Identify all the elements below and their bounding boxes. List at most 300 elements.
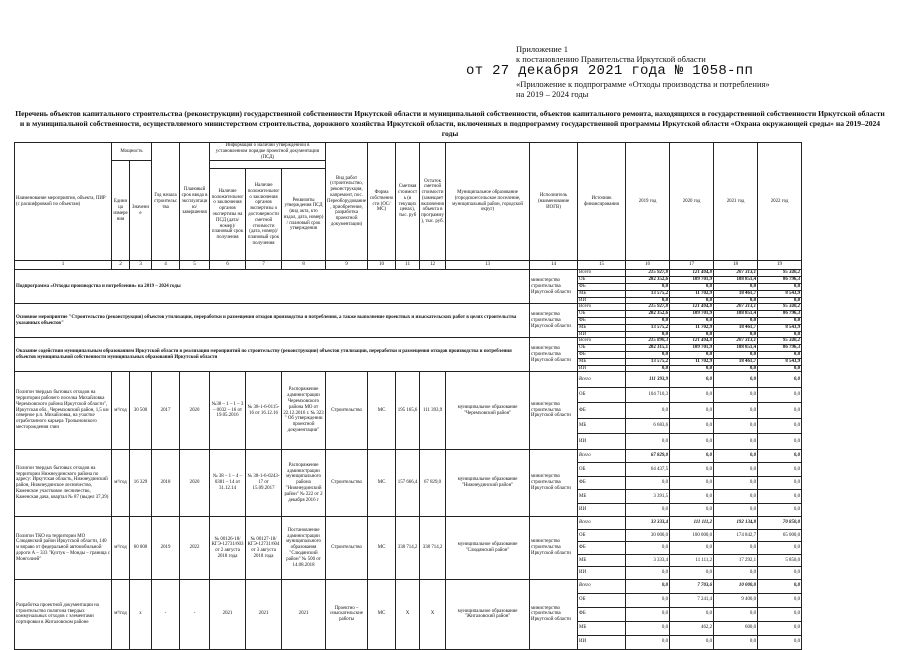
object-start: 2017 (152, 372, 180, 450)
amount-cell: 11 702,9 (670, 290, 714, 297)
object-start: - (152, 579, 180, 649)
table-row (15, 517, 900, 530)
amount-cell: 0,0 (758, 593, 802, 607)
table-cell (802, 351, 900, 358)
object-form: МС (368, 449, 396, 517)
column-number: 18 (714, 261, 758, 270)
table-cell (802, 317, 900, 324)
amount-cell: 0,0 (758, 365, 802, 372)
amount-cell: 0,0 (758, 607, 802, 621)
amount-cell: 0,0 (626, 579, 670, 593)
col-header: Муниципальное образование (городское/сельское поселение, муниципальный район, городской округ) (446, 143, 530, 261)
amount-cell: 0,0 (670, 542, 714, 555)
column-number: 9 (326, 261, 368, 270)
executor-cell: министерство строительства Иркутской области (530, 304, 578, 338)
amount-cell: 86 796,3 (758, 311, 802, 318)
amount-cell: 0,0 (626, 434, 670, 450)
object-cost: Х (396, 579, 420, 649)
table-cell (802, 567, 900, 580)
object-start: 2018 (152, 449, 180, 517)
object-exp: 2021 (210, 579, 246, 649)
column-number: 19 (758, 261, 802, 270)
funding-source: МБ (578, 324, 626, 331)
table-cell (802, 449, 900, 463)
amount-cell: 0,0 (758, 490, 802, 504)
amount-cell: 0,0 (714, 283, 758, 290)
amount-cell: 95 340,2 (758, 270, 802, 277)
table-cell (802, 554, 900, 567)
amount-cell: 8 543,9 (758, 290, 802, 297)
amount-cell: 0,0 (626, 331, 670, 338)
table-cell (802, 503, 900, 517)
amount-cell: 600,0 (714, 621, 758, 635)
table-cell (802, 593, 900, 607)
col-header: Исполнитель (наименование ИОГВ) (530, 143, 578, 261)
col-header: Реквизиты утверждения ПСД (вид акта, кто издал, дата, номер) / плановый срок утверждения (282, 169, 326, 261)
funding-source: ИИ (578, 434, 626, 450)
funding-source: ФБ (578, 351, 626, 358)
funding-source: Всего (578, 372, 626, 388)
amount-cell: 0,0 (670, 351, 714, 358)
col-header: Наличие положительного заключения органов экспертизы на ПСД (дата/номер)/ плановый срок получения (210, 169, 246, 261)
table-cell (802, 372, 900, 388)
funding-source: МБ (578, 418, 626, 434)
funding-source: ОБ (578, 529, 626, 542)
amount-cell: 0,0 (670, 403, 714, 419)
col-header: 2021 год (714, 143, 758, 261)
amount-cell: 0,0 (758, 476, 802, 490)
col-header: Остаток сметной стоимости (замещает включения объекта в программу), тыс. руб. (420, 143, 446, 261)
amount-cell: 11 111,2 (670, 554, 714, 567)
appendix-line: на 2019 – 2024 годы (516, 89, 896, 99)
amount-cell: 0,0 (758, 579, 802, 593)
amount-cell: 0,0 (758, 449, 802, 463)
amount-cell: 0,0 (670, 490, 714, 504)
amount-cell: 462,2 (670, 621, 714, 635)
object-approval: Постановление администрации муниципального образования "Слюдянский район" № 500 от 14.08.2018 (282, 517, 326, 580)
funding-source: ОБ (578, 345, 626, 352)
amount-cell: 0,0 (670, 418, 714, 434)
col-header: 2020 год (670, 143, 714, 261)
amount-cell: 192 134,8 (714, 517, 758, 530)
amount-cell: 10 000,0 (714, 579, 758, 593)
amount-cell: 13 575,2 (626, 324, 670, 331)
object-rest: 111 393,9 (420, 372, 446, 450)
object-cost-exp: 2021 (246, 579, 282, 649)
object-cost-exp: № 00127-18/КГЭ-12731/604 от 3 августа 2018 года (246, 517, 282, 580)
amount-cell: 111 393,9 (626, 372, 670, 388)
object-value: 30 500 (130, 372, 152, 450)
table-cell (802, 283, 900, 290)
table-row (15, 304, 900, 311)
funding-source: Всего (578, 270, 626, 277)
table-cell (802, 621, 900, 635)
amount-cell: 207 313,1 (714, 270, 758, 277)
section-title: Подпрограмма «Отходы производства и потребления» на 2019 – 2024 годы (15, 270, 530, 304)
amount-cell: 0,0 (626, 476, 670, 490)
column-number: 15 (578, 261, 626, 270)
amount-cell: 0,0 (714, 607, 758, 621)
amount-cell: 0,0 (626, 283, 670, 290)
object-unit: м³/год (112, 517, 130, 580)
funding-source: МБ (578, 358, 626, 365)
column-number: 10 (368, 261, 396, 270)
funding-source: ФБ (578, 283, 626, 290)
amount-cell: 0,0 (626, 542, 670, 555)
amount-cell: 5 850,0 (758, 554, 802, 567)
section-title: Оказание содействия муниципальным образованиям Иркутской области в реализации мероприятий по строительству (реконструкции) объектов утилизации, переработки и размещения отходов производства и потребления объектов муниципальной собственности муниципальных образований Иркутской области (15, 338, 530, 372)
amount-cell: 0,0 (626, 567, 670, 580)
object-unit: м³/год (112, 579, 130, 649)
appendix-header (516, 44, 896, 99)
funding-source: ОБ (578, 593, 626, 607)
amount-cell: 0,0 (714, 542, 758, 555)
amount-cell: 3 333,4 (626, 554, 670, 567)
object-rest: Х (420, 579, 446, 649)
table-body (15, 143, 900, 650)
table-cell (802, 607, 900, 621)
col-header: 2022 год (758, 143, 802, 261)
column-number: 1 (15, 261, 112, 270)
amount-cell: 7 703,6 (670, 579, 714, 593)
amount-cell: 0,0 (626, 593, 670, 607)
amount-cell: 6 683,6 (626, 418, 670, 434)
funding-source: ОБ (578, 463, 626, 477)
amount-cell: 121 404,8 (670, 270, 714, 277)
column-number: 13 (446, 261, 530, 270)
object-end: 2022 (180, 517, 210, 580)
table-cell (802, 490, 900, 504)
funding-source: ОБ (578, 277, 626, 284)
appendix-line: Приложение 1 (516, 44, 896, 54)
table-cell (802, 290, 900, 297)
table-cell (802, 331, 900, 338)
table-cell (802, 270, 900, 277)
column-number: 8 (282, 261, 326, 270)
col-header: Форма собственности (ОС/МС) (368, 143, 396, 261)
funding-source: ИИ (578, 567, 626, 580)
funding-source: Всего (578, 449, 626, 463)
col-header: Плановый срок ввода в эксплуатацию/завершения (180, 143, 210, 261)
decree-date-line: от 27 декабря 2021 года № 1058-пп (466, 64, 896, 79)
amount-cell: 18 461,7 (714, 358, 758, 365)
amount-cell: 13 575,2 (626, 358, 670, 365)
amount-cell: 0,0 (758, 621, 802, 635)
object-end: 2020 (180, 449, 210, 517)
amount-cell: 7 241,4 (670, 593, 714, 607)
table-cell (802, 529, 900, 542)
amount-cell: 13 575,2 (626, 290, 670, 297)
amount-cell: 0,0 (670, 434, 714, 450)
amount-cell: 202 352,6 (626, 277, 670, 284)
col-header: Мощность (112, 143, 152, 161)
column-number: 16 (626, 261, 670, 270)
funding-source: ФБ (578, 476, 626, 490)
table-cell (802, 297, 900, 304)
object-name: Полигон твердых бытовых отходов на территории рабочего поселка Михайловка Черемховского района Иркутской области", Иркутская обл., Черемховский район, 1,5 км северное р.п. Михайловка, на участке отработанного карьера Тропыновского месторождения глин (15, 372, 112, 450)
amount-cell: 0,0 (626, 621, 670, 635)
col-header: Сметная стоимость (в текущих ценах), тыс. руб (396, 143, 420, 261)
object-form: МС (368, 372, 396, 450)
col-header: 2019 год (626, 143, 670, 261)
funding-source: ИИ (578, 331, 626, 338)
funding-source: Всего (578, 304, 626, 311)
funding-source: ФБ (578, 403, 626, 419)
amount-cell: 0,0 (714, 567, 758, 580)
funding-source: ИИ (578, 503, 626, 517)
column-number: 6 (210, 261, 246, 270)
object-value: х (130, 579, 152, 649)
amount-cell: 207 313,1 (714, 338, 758, 345)
amount-cell: 0,0 (670, 372, 714, 388)
amount-cell: 0,0 (670, 387, 714, 403)
funding-source: МБ (578, 290, 626, 297)
object-form: МС (368, 579, 396, 649)
amount-cell: 0,0 (626, 635, 670, 649)
funding-source: ОБ (578, 387, 626, 403)
table-cell (802, 463, 900, 477)
amount-cell: 0,0 (670, 635, 714, 649)
amount-cell: 11 702,9 (670, 324, 714, 331)
amount-cell: 0,0 (758, 635, 802, 649)
amount-cell: 0,0 (758, 567, 802, 580)
object-mo: муниципальное образование "Слюдянский район" (446, 517, 530, 580)
col-header: Информация о наличии утвержденной в установленном порядке проектной документации (ПСД) (210, 143, 326, 161)
col-header: Значение (130, 161, 152, 261)
object-work: Проектно – изыскательские работы (326, 579, 368, 649)
funding-source: ФБ (578, 607, 626, 621)
document-title: Перечень объектов капитального строительства (реконструкции) государственной собственности Иркутской области и муниципальной собственности, объектов капитального ремонта, находящихся в государственной собственности Иркутской области и в муниципальной собственности, осуществляемого министерством строительства, дорожного хозяйства Иркутской области, включенных в подпрограмму государственной программы Иркутской области «Охрана окружающей среды» на 2019–2024 годы (14, 109, 886, 139)
amount-cell: 33 333,4 (626, 517, 670, 530)
amount-cell: 0,0 (670, 607, 714, 621)
amount-cell: 0,0 (758, 317, 802, 324)
amount-cell: 70 850,0 (758, 517, 802, 530)
amount-cell: 11 702,9 (670, 358, 714, 365)
funding-source: МБ (578, 554, 626, 567)
amount-cell: 65 000,0 (758, 529, 802, 542)
amount-cell: 0,0 (758, 387, 802, 403)
object-cost-exp: № 38-1-6-0115-16 от 16.12.16 (246, 372, 282, 450)
col-header: Год начала строительства (152, 143, 180, 261)
amount-cell: 188 851,4 (714, 277, 758, 284)
table-row (15, 338, 900, 345)
amount-cell: 0,0 (670, 449, 714, 463)
funding-source: Всего (578, 338, 626, 345)
amount-cell: 0,0 (670, 317, 714, 324)
amount-cell: 0,0 (714, 449, 758, 463)
amount-cell: 0,0 (670, 503, 714, 517)
amount-cell: 95 340,2 (758, 304, 802, 311)
amount-cell: 9 400,0 (714, 593, 758, 607)
amount-cell: 0,0 (670, 476, 714, 490)
col-header: Вид работ (строительство, реконструкция, капремонт, пос. Переоборудование, приобретение, разработка проектной документации) (326, 143, 368, 261)
object-mo: муниципальное образование "Черемховский район" (446, 372, 530, 450)
amount-cell: 0,0 (670, 283, 714, 290)
object-cost-exp: № 38-1-6-0243-17 от 15.09.2017 (246, 449, 282, 517)
amount-cell: 0,0 (626, 297, 670, 304)
amount-cell: 109 701,9 (670, 277, 714, 284)
amount-cell: 0,0 (626, 365, 670, 372)
object-mo: муниципальное образование "Жигаловский район" (446, 579, 530, 649)
amount-cell: 0,0 (758, 403, 802, 419)
amount-cell: 0,0 (714, 490, 758, 504)
amount-cell: 17 292,1 (714, 554, 758, 567)
object-start: 2019 (152, 517, 180, 580)
object-approval: Распоряжение администрации Черемховского района МО от 22.12.2016 г. № 323 " Об утверждении проектной документации" (282, 372, 326, 450)
executor-cell: министерство строительства Иркутской области (530, 372, 578, 450)
amount-cell: 121 404,8 (670, 304, 714, 311)
object-exp: № 00126-18/КГЭ-12731/603 от 2 августа 2018 года (210, 517, 246, 580)
amount-cell: 18 461,7 (714, 324, 758, 331)
section-title: Основное мероприятие "Строительство (реконструкция) объектов утилизации, переработки и размещения отходов производства и потребления, а также выполнение проектных и изыскательских работ в целях строительства указанных объектов" (15, 304, 530, 338)
amount-cell: 0,0 (714, 317, 758, 324)
amount-cell: 104 710,3 (626, 387, 670, 403)
object-work: Строительство (326, 372, 368, 450)
object-name: Полигон ТКО на территории МО Слюдянский район Иркутской области, 140 м вправо от федеральной автомобильной дороги А – 333 "Култук – Монды – граница с Монголией" (15, 517, 112, 580)
amount-cell: 0,0 (758, 463, 802, 477)
executor-cell: министерство строительства Иркутской области (530, 449, 578, 517)
amount-cell: 95 340,2 (758, 338, 802, 345)
table-cell (802, 345, 900, 352)
column-number: 14 (530, 261, 578, 270)
amount-cell: 121 404,8 (670, 338, 714, 345)
amount-cell: 86 796,3 (758, 277, 802, 284)
amount-cell: 3 391,5 (626, 490, 670, 504)
executor-cell: министерство строительства Иркутской области (530, 579, 578, 649)
column-number: 11 (396, 261, 420, 270)
table-cell (802, 517, 900, 530)
amount-cell: 0,0 (714, 372, 758, 388)
object-cost: 195 165,6 (396, 372, 420, 450)
funding-source: ИИ (578, 365, 626, 372)
amount-cell: 174 842,7 (714, 529, 758, 542)
amount-cell: 0,0 (758, 434, 802, 450)
amount-cell: 188 851,4 (714, 311, 758, 318)
object-name: Разработка проектной документации на строительство полигона твердых коммунальных отходов с элементами сортировки в Жигаловском районе (15, 579, 112, 649)
amount-cell: 188 851,4 (714, 345, 758, 352)
table-cell (802, 304, 900, 311)
amount-cell: 0,0 (758, 418, 802, 434)
funding-source: ИИ (578, 635, 626, 649)
table-cell (802, 387, 900, 403)
amount-cell: 207 313,1 (714, 304, 758, 311)
object-work: Строительство (326, 449, 368, 517)
amount-cell: 0,0 (714, 297, 758, 304)
appendix-line: «Приложение к подпрограмме «Отходы производства и потребления» (516, 79, 896, 89)
object-rest: 67 829,0 (420, 449, 446, 517)
table-cell (802, 311, 900, 318)
amount-cell: 0,0 (714, 387, 758, 403)
table-cell (802, 542, 900, 555)
amount-cell: 0,0 (626, 351, 670, 358)
column-number: 12 (420, 261, 446, 270)
column-number: 4 (152, 261, 180, 270)
col-header: Наименование мероприятия, объекта, ПИР (с расшифровкой по объектам) (15, 143, 112, 261)
executor-cell: министерство строительства Иркутской области (530, 517, 578, 580)
object-cost: 338 714,2 (396, 517, 420, 580)
amount-cell: 30 000,0 (626, 529, 670, 542)
table-row (15, 579, 900, 593)
amount-cell: 8 543,9 (758, 324, 802, 331)
object-cost: 157 666,4 (396, 449, 420, 517)
object-approval: Распоряжение администрации муниципального района "Нижнеудинский район" № 222 от 2 декабря 2016 г (282, 449, 326, 517)
amount-cell: 0,0 (714, 503, 758, 517)
col-header: Единица измерения (112, 161, 130, 261)
amount-cell: 0,0 (758, 372, 802, 388)
amount-cell: 0,0 (714, 403, 758, 419)
amount-cell: 0,0 (670, 331, 714, 338)
amount-cell: 0,0 (714, 418, 758, 434)
object-work: Строительство (326, 517, 368, 580)
object-exp: № 38 – 1 – 4 – 0381 – 14 от 31.12.14 (210, 449, 246, 517)
object-approval: 2021 (282, 579, 326, 649)
funding-source: ОБ (578, 311, 626, 318)
table-cell (802, 418, 900, 434)
amount-cell: 0,0 (714, 476, 758, 490)
object-value: 60 000 (130, 517, 152, 580)
column-number: 5 (180, 261, 210, 270)
amount-cell: 0,0 (758, 297, 802, 304)
column-number: 7 (246, 261, 282, 270)
amount-cell: 0,0 (758, 351, 802, 358)
table-row (15, 449, 900, 463)
table-cell (802, 434, 900, 450)
amount-cell: 0,0 (626, 403, 670, 419)
amount-cell: 0,0 (670, 567, 714, 580)
amount-cell: 109 701,9 (670, 311, 714, 318)
table-cell (802, 635, 900, 649)
table-cell (802, 338, 900, 345)
amount-cell: 0,0 (714, 365, 758, 372)
funding-source: МБ (578, 621, 626, 635)
amount-cell: 86 796,3 (758, 345, 802, 352)
amount-cell: 215 927,8 (626, 304, 670, 311)
amount-cell: 0,0 (758, 331, 802, 338)
funding-source: ФБ (578, 542, 626, 555)
object-rest: 338 714,2 (420, 517, 446, 580)
object-form: МС (368, 517, 396, 580)
column-number: 3 (130, 261, 152, 270)
table-cell (802, 261, 900, 270)
amount-cell: 0,0 (758, 503, 802, 517)
object-exp: №38 – 1 – 1 – 3 – 0032 – 16 от 19.05.2016 (210, 372, 246, 450)
amount-cell: 0,0 (626, 503, 670, 517)
amount-cell: 0,0 (758, 283, 802, 290)
amount-cell: 100 000,0 (670, 529, 714, 542)
amount-cell: 8 543,9 (758, 358, 802, 365)
table-cell (802, 365, 900, 372)
objects-table (14, 142, 900, 650)
table-cell (802, 476, 900, 490)
col-header: Наличие положительного заключения органов экспертизы о достоверности сметной стоимости (дата, номер)/плановый срок получения (246, 169, 282, 261)
column-number: 17 (670, 261, 714, 270)
table-cell (802, 324, 900, 331)
amount-cell: 0,0 (670, 297, 714, 304)
table-cell (802, 579, 900, 593)
funding-source: Всего (578, 517, 626, 530)
amount-cell: 215 927,8 (626, 270, 670, 277)
amount-cell: 202 352,6 (626, 311, 670, 318)
funding-source: ИИ (578, 297, 626, 304)
amount-cell: 0,0 (626, 317, 670, 324)
funding-source: МБ (578, 490, 626, 504)
amount-cell: 215 890,3 (626, 338, 670, 345)
amount-cell: 0,0 (714, 635, 758, 649)
table-cell (802, 403, 900, 419)
column-number: 2 (112, 261, 130, 270)
amount-cell: 18 461,7 (714, 290, 758, 297)
amount-cell: 64 437,5 (626, 463, 670, 477)
